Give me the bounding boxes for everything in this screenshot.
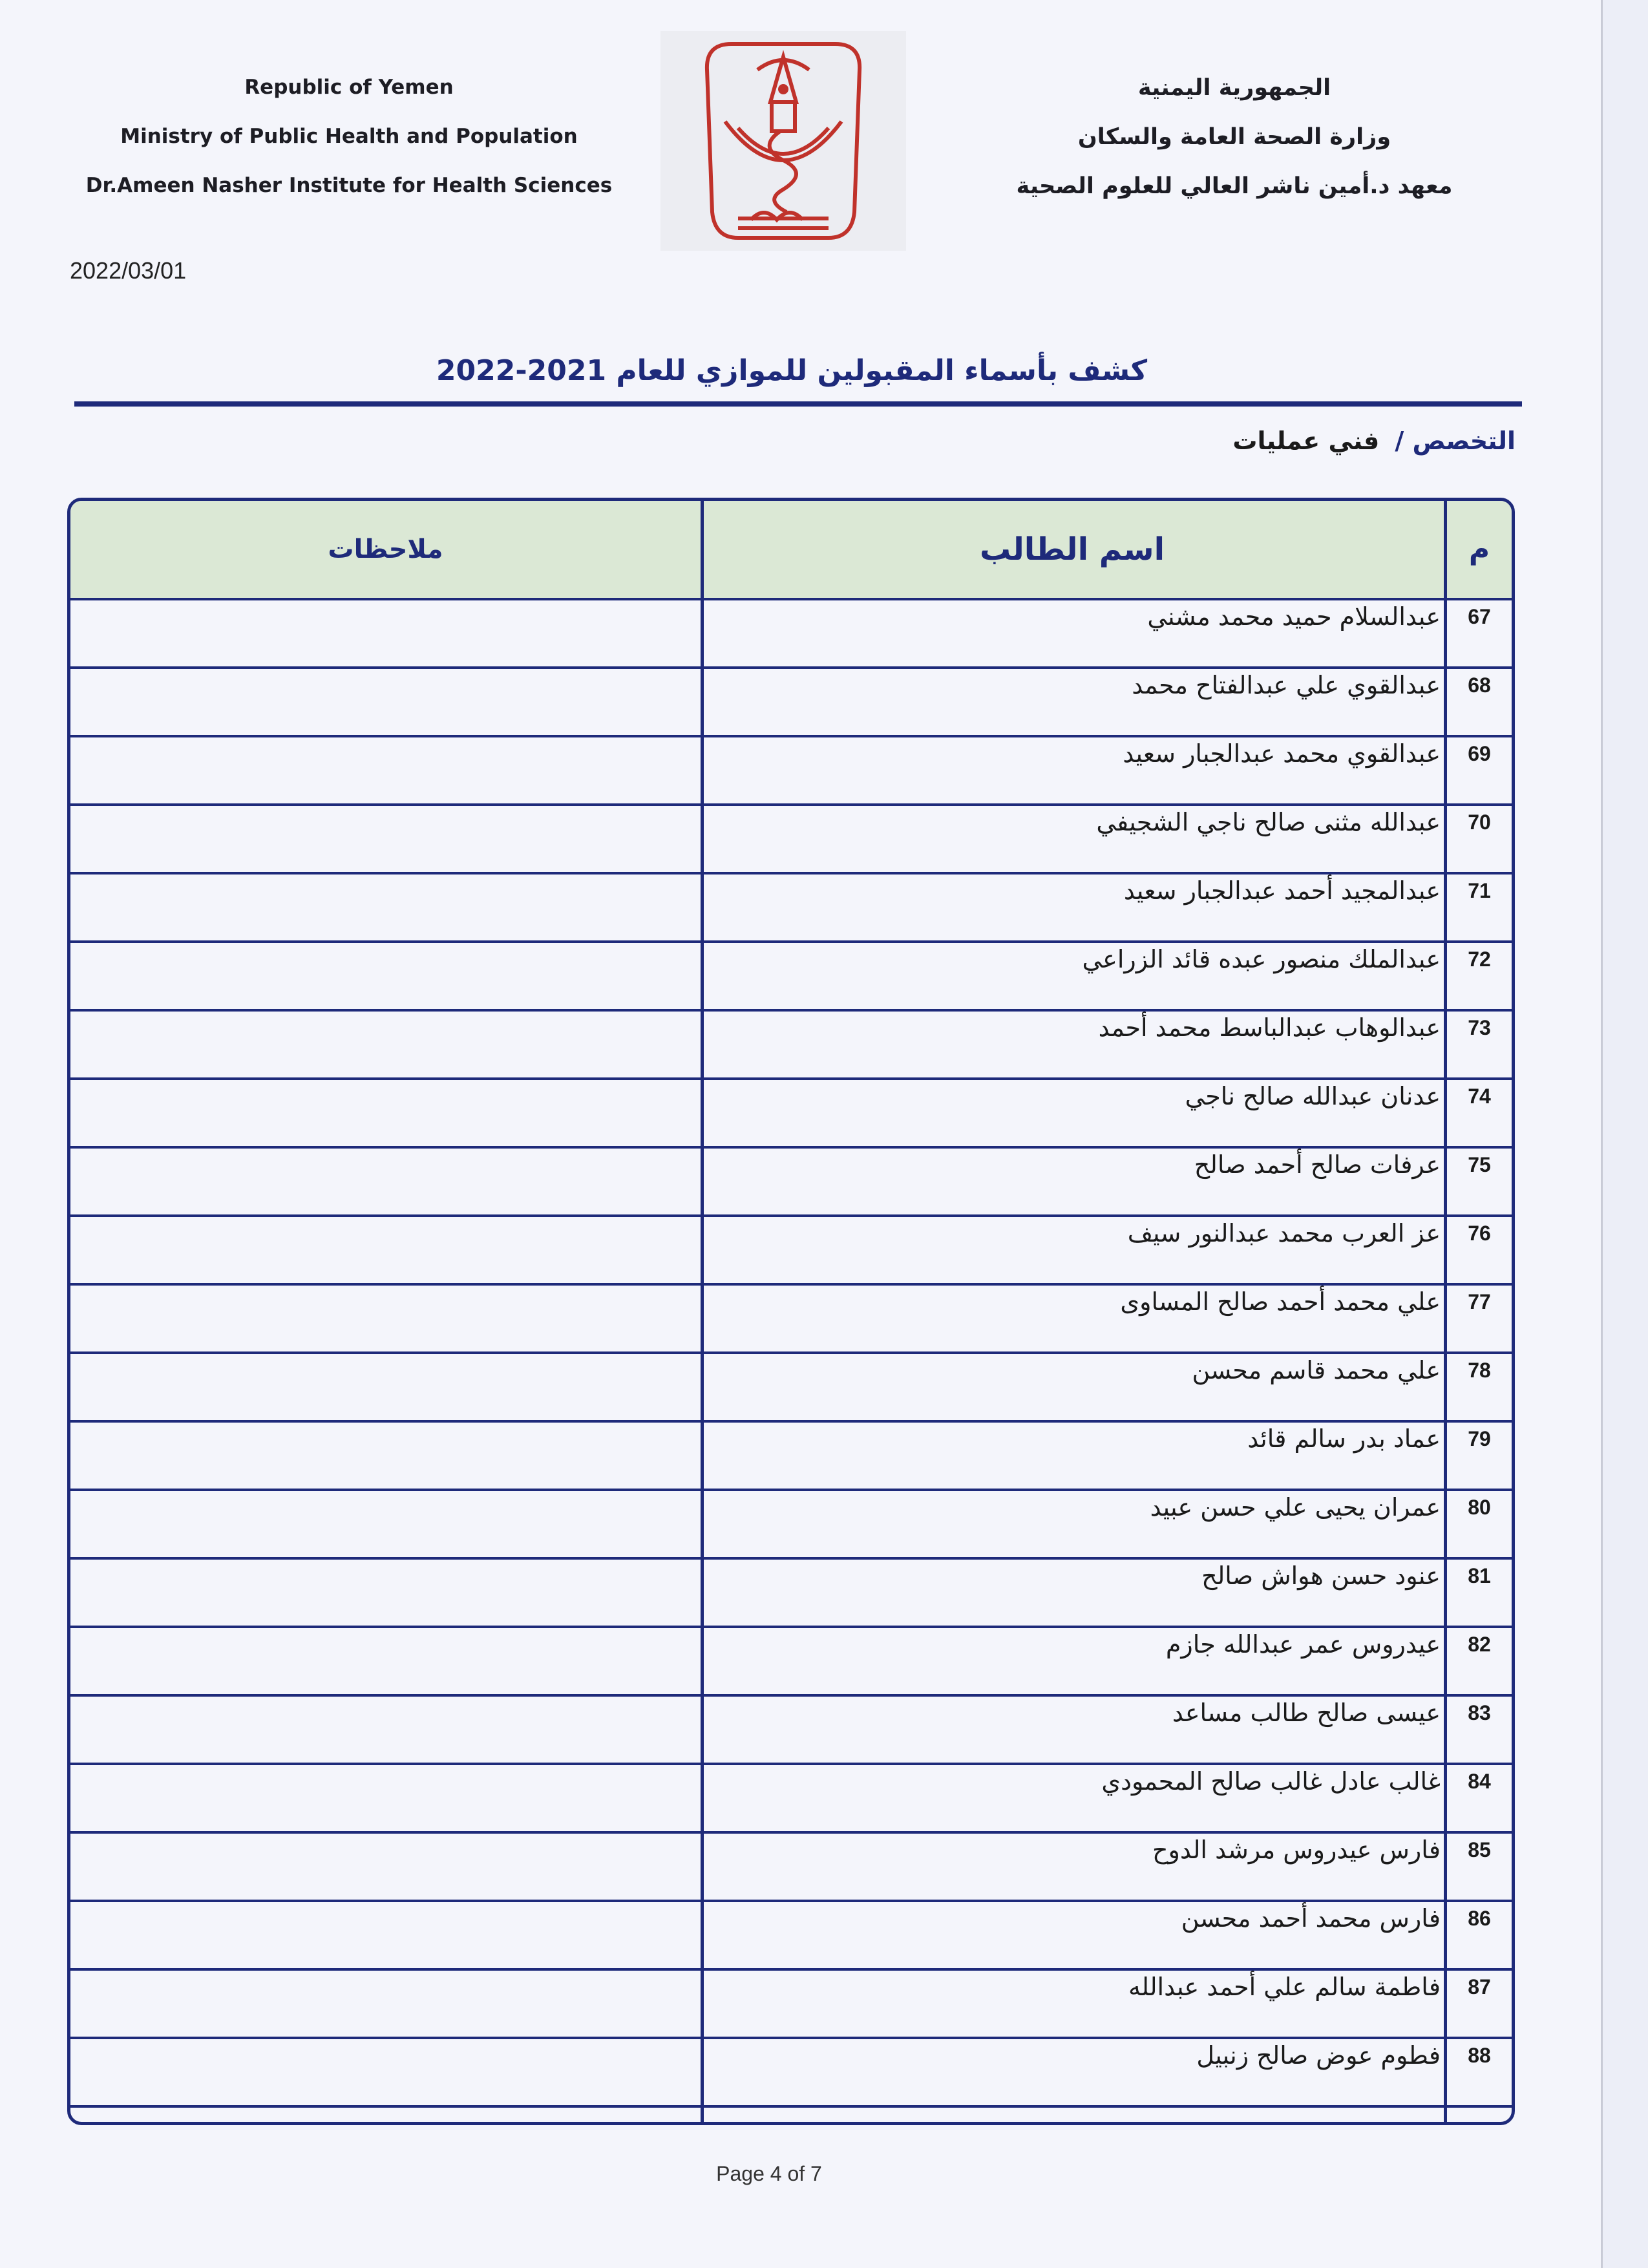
table-row [70,735,1512,803]
row-number: 80 [1468,1496,1491,1519]
notes-cell [70,1902,701,1967]
page-title: كشف بأسماء المقبولين للموازي للعام 2021-2022 [436,354,1148,387]
row-number: 88 [1468,2044,1491,2067]
institute-emblem-icon [660,31,906,251]
row-number: 69 [1468,742,1491,765]
row-number: 68 [1468,673,1491,697]
notes-cell [70,737,701,802]
column-header-notes: ملاحظات [328,535,443,564]
notes-cell [70,1697,701,1761]
table-row [70,1557,1512,1626]
row-number: 78 [1468,1359,1491,1382]
header-en-line-3: Dr.Ameen Nasher Institute for Health Sciences [85,174,613,197]
row-number: 77 [1468,1290,1491,1313]
table-row [70,1009,1512,1077]
row-number: 83 [1468,1701,1491,1724]
table-end-line [70,2105,1512,2125]
notes-cell [70,1765,701,1830]
notes-cell [70,1628,701,1693]
page-number: Page 4 of 7 [716,2162,822,2185]
student-name: فطوم عوض صالح زنبيل [1196,2041,1441,2070]
table-row [70,1831,1512,1900]
student-name: عيدروس عمر عبدالله جازم [1165,1630,1441,1659]
header-ar-line-2: وزارة الصحة العامة والسكان [1077,124,1391,150]
student-name: عيسى صالح طالب مساعد [1172,1699,1441,1727]
table-row [70,1626,1512,1694]
column-header-student-name: اسم الطالب [979,531,1165,567]
table-row [70,1694,1512,1763]
student-name: عبدالقوي محمد عبدالجبار سعيد [1123,739,1441,768]
table-row [70,598,1512,666]
specialization [1034,427,1516,455]
table-row [70,1968,1512,2037]
notes-cell [70,1217,701,1282]
notes-cell [70,2039,701,2104]
table-row [70,803,1512,872]
notes-cell [70,1080,701,1145]
table-row [70,666,1512,735]
row-number: 85 [1468,1838,1491,1861]
row-number: 84 [1468,1770,1491,1793]
header-english [78,68,620,215]
student-name: عمران يحيى علي حسن عبيد [1150,1493,1441,1521]
student-name: عرفات صالح أحمد صالح [1194,1150,1441,1179]
header-en-line-1: Republic of Yemen [244,76,454,99]
student-name: علي محمد أحمد صالح المساوى [1120,1288,1441,1316]
row-number: 67 [1468,605,1491,628]
notes-cell [70,943,701,1008]
row-number: 81 [1468,1564,1491,1587]
table-row [70,1900,1512,1968]
row-number: 79 [1468,1427,1491,1450]
table-row [70,1351,1512,1420]
header-en-line-2: Ministry of Public Health and Population [120,125,578,148]
table-header [70,501,1512,598]
row-number: 86 [1468,1907,1491,1930]
column-header-number: م [1468,533,1490,566]
student-name: فاطمة سالم علي أحمد عبدالله [1128,1973,1441,2001]
notes-cell [70,1286,701,1350]
header-arabic [969,68,1499,215]
student-name: عبدالقوي علي عبدالفتاح محمد [1132,671,1441,699]
notes-cell [70,1971,701,2035]
table-row [70,1420,1512,1489]
title-underline [74,401,1522,407]
specialization-label: التخصص / [1395,427,1516,455]
notes-cell [70,669,701,734]
notes-cell [70,1354,701,1419]
row-number: 70 [1468,811,1491,834]
table-row [70,1146,1512,1214]
table-row [70,940,1512,1009]
notes-cell [70,1834,701,1898]
table-row [70,872,1512,940]
student-name: عدنان عبدالله صالح ناجي [1185,1082,1441,1110]
notes-cell [70,1012,701,1076]
student-name: فارس محمد أحمد محسن [1181,1904,1441,1933]
table-row [70,1283,1512,1351]
row-number: 87 [1468,1975,1491,1998]
row-number: 82 [1468,1633,1491,1656]
scan-edge [1601,0,1648,2268]
row-number: 76 [1468,1222,1491,1245]
notes-cell [70,600,701,665]
students-table [67,498,1515,2125]
specialization-value: فني عمليات [1232,427,1380,455]
student-name: علي محمد قاسم محسن [1192,1356,1441,1384]
student-name: عبدالله مثنى صالح ناجي الشجيفي [1096,808,1441,836]
row-number: 71 [1468,879,1491,902]
student-name: عبدالمجيد أحمد عبدالجبار سعيد [1123,876,1441,905]
header-ar-line-1: الجمهورية اليمنية [1137,75,1331,101]
student-name: عبدالسلام حميد محمد مشني [1147,602,1441,631]
student-name: عماد بدر سالم قائد [1247,1425,1441,1453]
row-number: 72 [1468,948,1491,971]
notes-cell [70,874,701,939]
table-row [70,1489,1512,1557]
notes-cell [70,1560,701,1624]
student-name: عز العرب محمد عبدالنور سيف [1127,1219,1441,1247]
row-number: 73 [1468,1016,1491,1039]
table-row [70,1214,1512,1283]
notes-cell [70,1423,701,1487]
student-name: عنود حسن هواش صالح [1201,1562,1441,1590]
notes-cell [70,806,701,871]
column-divider-number [1444,501,1447,2122]
document-date: 2022/03/01 [70,257,187,284]
student-name: عبدالملك منصور عبده قائد الزراعي [1082,945,1441,973]
column-divider-notes [701,501,704,2122]
row-number: 74 [1468,1085,1491,1108]
notes-cell [70,1491,701,1556]
row-number: 75 [1468,1153,1491,1176]
student-name: غالب عادل غالب صالح المحمودي [1101,1767,1441,1796]
header-ar-line-3: معهد د.أمين ناشر العالي للعلوم الصحية [1016,173,1453,199]
student-name: عبدالوهاب عبدالباسط محمد أحمد [1098,1013,1441,1042]
table-row [70,2037,1512,2105]
notes-cell [70,1149,701,1213]
table-row [70,1763,1512,1831]
student-name: فارس عيدروس مرشد الدوح [1152,1836,1441,1864]
table-row [70,1077,1512,1146]
